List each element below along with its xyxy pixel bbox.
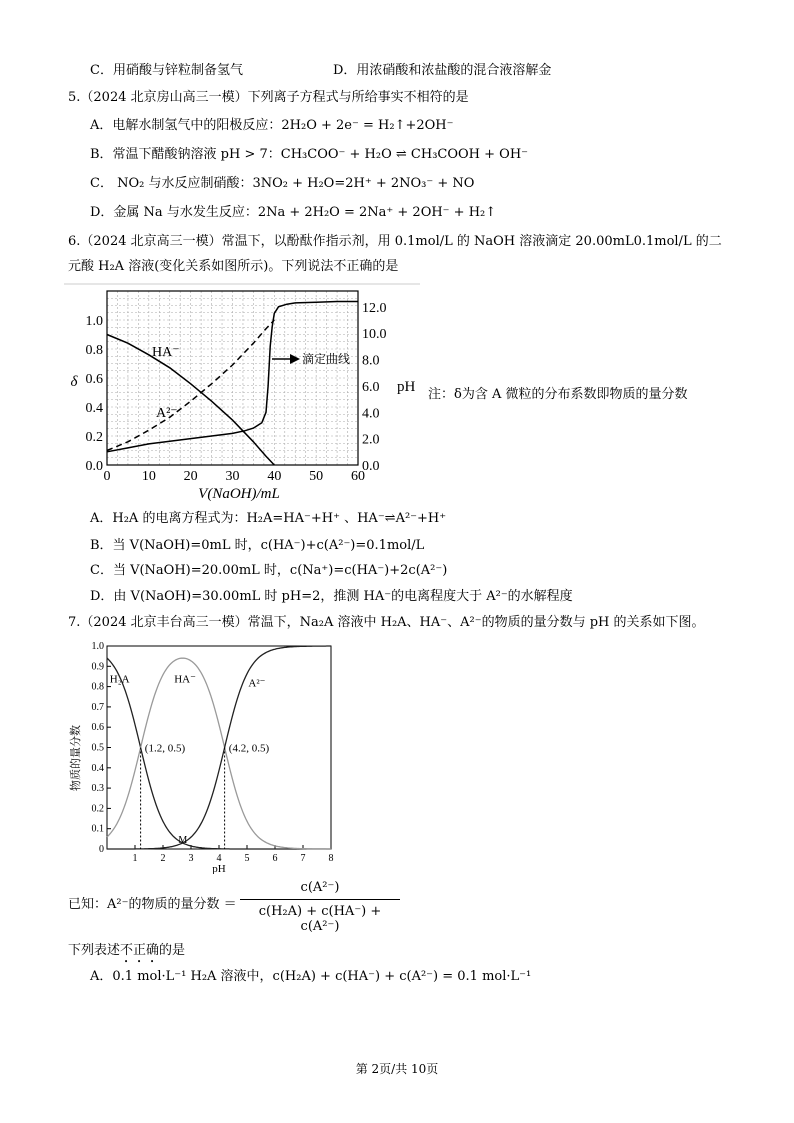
y2-tick-label: 6.0 — [362, 379, 380, 395]
y2-tick-label: 8.0 — [362, 353, 380, 369]
x-tick-label: 60 — [351, 469, 365, 484]
q4-option-c: C．用硝酸与锌粒制备氢气 — [90, 63, 243, 78]
series-label: HA⁻ — [174, 673, 196, 686]
x-tick-label: 7 — [300, 853, 306, 864]
y-tick-label: 0.3 — [91, 783, 104, 795]
page-footer: 第 2页/共 10页 — [355, 1062, 439, 1076]
annotation-a2: A²⁻ — [156, 406, 178, 421]
x-tick-label: 50 — [309, 469, 324, 484]
x-tick-label: 0 — [103, 469, 111, 484]
q6-stem-line2: 元酸 H₂A 溶液(变化关系如图所示)。下列说法不正确的是 — [68, 259, 399, 274]
titration-chart — [64, 283, 420, 505]
y2-tick-label: 10.0 — [362, 327, 387, 343]
q4-option-d: D．用浓硝酸和浓盐酸的混合液溶解金 — [333, 63, 552, 78]
origin-label: 0 — [99, 844, 104, 855]
annotation-m: M — [178, 834, 188, 846]
y2-axis-label: pH — [397, 379, 416, 395]
y2-tick-label: 4.0 — [362, 406, 380, 422]
annotation-titration: 滴定曲线 — [302, 352, 351, 366]
x-tick-label: 5 — [244, 853, 250, 864]
y-tick-label: 0.6 — [85, 372, 103, 387]
y-tick-label: 0.2 — [91, 803, 104, 815]
y-tick-label: 1.0 — [91, 641, 104, 652]
fraction — [240, 880, 400, 934]
series-label: A²⁻ — [248, 677, 266, 690]
y-tick-label: 0.8 — [91, 681, 104, 693]
x-axis-label: V(NaOH)/mL — [198, 486, 280, 502]
q7-ask-prefix: 下列表述 — [68, 943, 121, 958]
y-tick-label: 0.4 — [85, 401, 103, 416]
q6-note: 注：δ为含 A 微粒的分布系数即物质的量分数 — [428, 387, 688, 402]
y-tick-label: 1.0 — [85, 314, 103, 329]
q6-option-d: D．由 V(NaOH)=30.00mL 时 pH=2，推测 HA⁻的电离程度大于 A²⁻的水解程度 — [90, 589, 573, 604]
distribution-chart — [64, 636, 340, 874]
y-tick-label: 0.2 — [85, 430, 103, 445]
y-tick-label: 0.7 — [91, 701, 104, 713]
x-tick-label: 8 — [328, 853, 334, 864]
series-label: H₂A — [109, 673, 130, 686]
q7-ask-suffix: 的是 — [159, 943, 186, 958]
q7-ask — [68, 942, 185, 966]
y-axis-label: δ — [70, 374, 78, 390]
y-tick-label: 0.6 — [91, 722, 104, 734]
q5-stem: 5.（2024 北京房山高三一模）下列离子方程式与所给事实不相符的是 — [68, 90, 469, 105]
y-tick-label: 0.4 — [91, 762, 104, 774]
x-tick-label: 6 — [272, 853, 278, 864]
y2-tick-label: 12.0 — [362, 300, 387, 316]
y2-tick-label: 0.0 — [362, 459, 380, 474]
annotation-point: (1.2, 0.5) — [144, 742, 186, 755]
q6-stem-line1: 6.（2024 北京高三一模）常温下，以酚酞作指示剂，用 0.1mol/L 的 NaOH 溶液滴定 20.00mL0.1mol/L 的二 — [68, 234, 722, 249]
x-tick-label: 20 — [183, 469, 198, 484]
x-tick-label: 10 — [141, 469, 156, 484]
x-tick-label: 1 — [132, 853, 138, 864]
x-tick-label: 40 — [267, 469, 282, 484]
q7-known-prefix: 已知：A²⁻的物质的量分数 ＝ — [68, 897, 237, 912]
y2-tick-label: 2.0 — [362, 432, 380, 448]
q5-option-b: B．常温下醋酸钠溶液 pH > 7：CH₃COO⁻ + H₂O ⇌ CH₃COOH + OH⁻ — [90, 147, 529, 162]
x-tick-label: 4 — [216, 853, 222, 864]
y-tick-label: 0.0 — [85, 459, 103, 474]
x-tick-label: 3 — [188, 853, 194, 864]
annotation-point: (4.2, 0.5) — [228, 742, 270, 755]
q7-stem: 7.（2024 北京丰台高三一模）常温下，Na₂A 溶液中 H₂A、HA⁻、A²⁻的物质的量分数与 pH 的关系如下图。 — [68, 615, 705, 630]
y-tick-label: 0.8 — [85, 343, 103, 358]
y-axis-label: 物质的量分数 — [70, 725, 82, 791]
q5-option-d: D．金属 Na 与水发生反应：2Na + 2H₂O = 2Na⁺ + 2OH⁻ + H₂↑ — [90, 205, 497, 220]
q7-ask-emphasis: 不正确 — [120, 943, 160, 958]
q7-option-a: A．0.1 mol·L⁻¹ H₂A 溶液中，c(H₂A) + c(HA⁻) + c(A²⁻) = 0.1 mol·L⁻¹ — [90, 969, 532, 984]
fraction-numerator: c(A²⁻) — [300, 880, 340, 895]
x-axis-label: pH — [212, 863, 226, 874]
q6-option-b: B．当 V(NaOH)=0mL 时，c(HA⁻)+c(A²⁻)=0.1mol/L — [90, 538, 425, 553]
q5-option-a: A．电解水制氢气中的阳极反应：2H₂O + 2e⁻ = H₂↑+2OH⁻ — [90, 118, 454, 133]
y-tick-label: 0.9 — [91, 661, 104, 673]
x-tick-label: 30 — [225, 469, 240, 484]
y-tick-label: 0.1 — [91, 823, 104, 835]
q5-option-c: C． NO₂ 与水反应制硝酸：3NO₂ + H₂O=2H⁺ + 2NO₃⁻ + NO — [90, 176, 475, 191]
q6-option-a: A．H₂A 的电离方程式为：H₂A=HA⁻+H⁺ 、HA⁻⇌A²⁻+H⁺ — [90, 511, 447, 526]
q6-option-c: C．当 V(NaOH)=20.00mL 时，c(Na⁺)=c(HA⁻)+2c(A²⁻) — [90, 563, 448, 578]
annotation-ha: HA⁻ — [152, 345, 180, 360]
y-tick-label: 0.5 — [91, 742, 104, 754]
fraction-denominator: c(H₂A) + c(HA⁻) + c(A²⁻) — [258, 904, 382, 934]
x-tick-label: 2 — [160, 853, 166, 864]
